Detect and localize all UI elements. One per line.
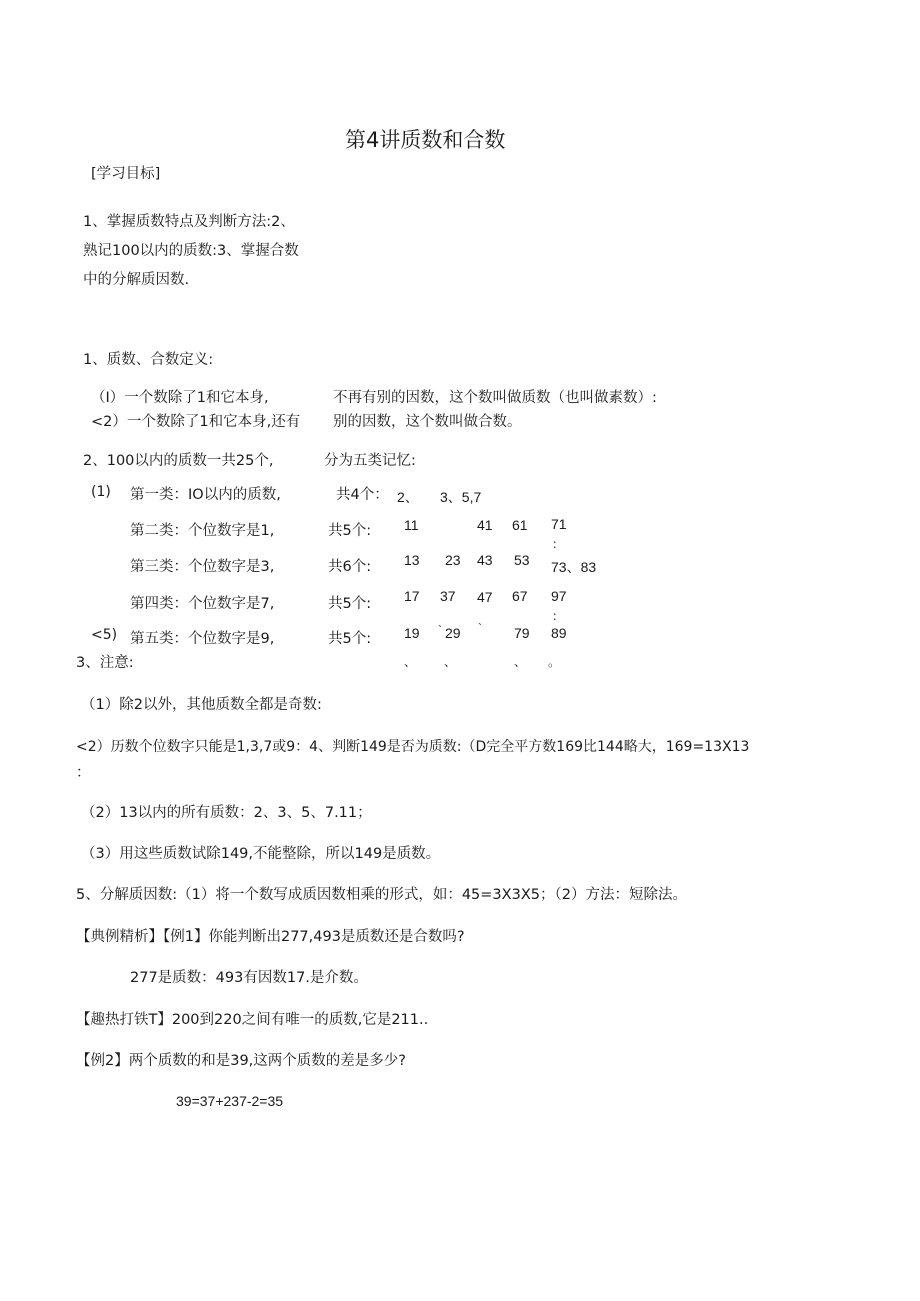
colon-mark: ：: [552, 537, 565, 551]
definition-composite-b: 别的因数，这个数叫做合数。: [333, 414, 522, 430]
class4-count: 共5个:: [328, 596, 372, 612]
objectives-header: [学习目标]: [91, 166, 161, 182]
tick-mark: `: [478, 621, 482, 635]
prime-value: 79: [514, 625, 530, 641]
period-mark: 。: [548, 655, 561, 669]
definition-composite-a: <2）一个数除了1和它本身,还有: [91, 414, 301, 430]
class3-count: 共6个:: [328, 559, 372, 575]
prime-value: 13: [404, 552, 420, 568]
example2-question: 【例2】两个质数的和是39,这两个质数的差是多少?: [76, 1053, 406, 1069]
separator-mark: 、: [444, 655, 457, 669]
prime-value: 17: [404, 588, 420, 604]
class1-label: 第一类：IO以内的质数,: [130, 487, 281, 503]
class1-marker: (1): [91, 484, 111, 500]
tick-mark: `: [438, 623, 442, 637]
section1-heading: 1、质数、合数定义:: [83, 352, 214, 368]
section3-heading: 3、注意:: [76, 655, 134, 671]
class5-label: 第五类：个位数字是9,: [130, 631, 275, 647]
note-line: （2）13以内的所有质数：2、3、5、7.11；: [81, 805, 372, 821]
section2-heading-a: 2、100以内的质数一共25个,: [83, 453, 274, 469]
example1-answer: 277是质数：493有因数17.是介数。: [130, 970, 368, 986]
class1-count: 共4个：: [336, 487, 389, 503]
prime-value: 29: [445, 625, 461, 641]
class5-marker: <5): [91, 627, 118, 643]
prime-value: 89: [551, 625, 567, 641]
prime-value: 47: [477, 589, 493, 605]
prime-value: 61: [512, 517, 528, 533]
definition-prime-b: 不再有别的因数，这个数叫做质数（也叫做素数）:: [333, 390, 657, 406]
section5-line: 5、分解质因数:（1）将一个数写成质因数相乘的形式，如：45=3X3X5；（2）方法：短除法。: [76, 887, 687, 903]
definition-prime-a: （I）一个数除了1和它本身,: [91, 390, 269, 406]
section2-heading-b: 分为五类记忆:: [324, 453, 416, 469]
prime-value: 23: [445, 552, 461, 568]
prime-value: 19: [404, 625, 420, 641]
prime-value: 2、: [397, 489, 419, 505]
prime-value: 73、83: [551, 559, 597, 575]
separator-mark: 、: [514, 655, 527, 669]
prime-value: 67: [512, 588, 528, 604]
prime-value: 11: [404, 517, 419, 533]
objective-line: 中的分解质因数.: [83, 272, 190, 288]
separator-mark: 、: [404, 655, 417, 669]
note-line: （3）用这些质数试除149,不能整除，所以149是质数。: [81, 846, 441, 862]
page-title: 第4讲质数和合数: [345, 128, 506, 152]
class5-count: 共5个:: [328, 631, 372, 647]
example2-answer: 39=37+237-2=35: [176, 1093, 284, 1109]
prime-value: 37: [440, 588, 456, 604]
example1-question: 【典例精析】【例1】你能判断出277,493是质数还是合数吗?: [76, 929, 465, 945]
class3-label: 第三类：个位数字是3,: [130, 559, 275, 575]
note-line: <2）历数个位数字只能是1,3,7或9：4、判断149是否为质数:（D完全平方数169比144略大，169=13X13: [76, 739, 750, 755]
practice-line: 【趣热打铁T】200到220之间有唯一的质数,它是211..: [76, 1012, 429, 1028]
prime-value: 3、5,7: [440, 489, 482, 505]
prime-value: 41: [477, 517, 493, 533]
prime-value: 71: [551, 516, 567, 532]
class2-count: 共5个:: [328, 523, 372, 539]
class4-label: 第四类：个位数字是7,: [130, 596, 275, 612]
prime-value: 53: [514, 552, 530, 568]
objective-line: 1、掌握质数特点及判断方法:2、: [83, 214, 295, 230]
note-continuation: ：: [76, 765, 91, 781]
class2-label: 第二类：个位数字是1,: [130, 523, 275, 539]
prime-value: 43: [477, 552, 493, 568]
objective-line: 熟记100以内的质数:3、掌握合数: [83, 243, 299, 259]
colon-mark: ：: [552, 609, 565, 623]
note-line: （1）除2以外，其他质数全都是奇数:: [81, 697, 322, 713]
prime-value: 97: [551, 588, 567, 604]
